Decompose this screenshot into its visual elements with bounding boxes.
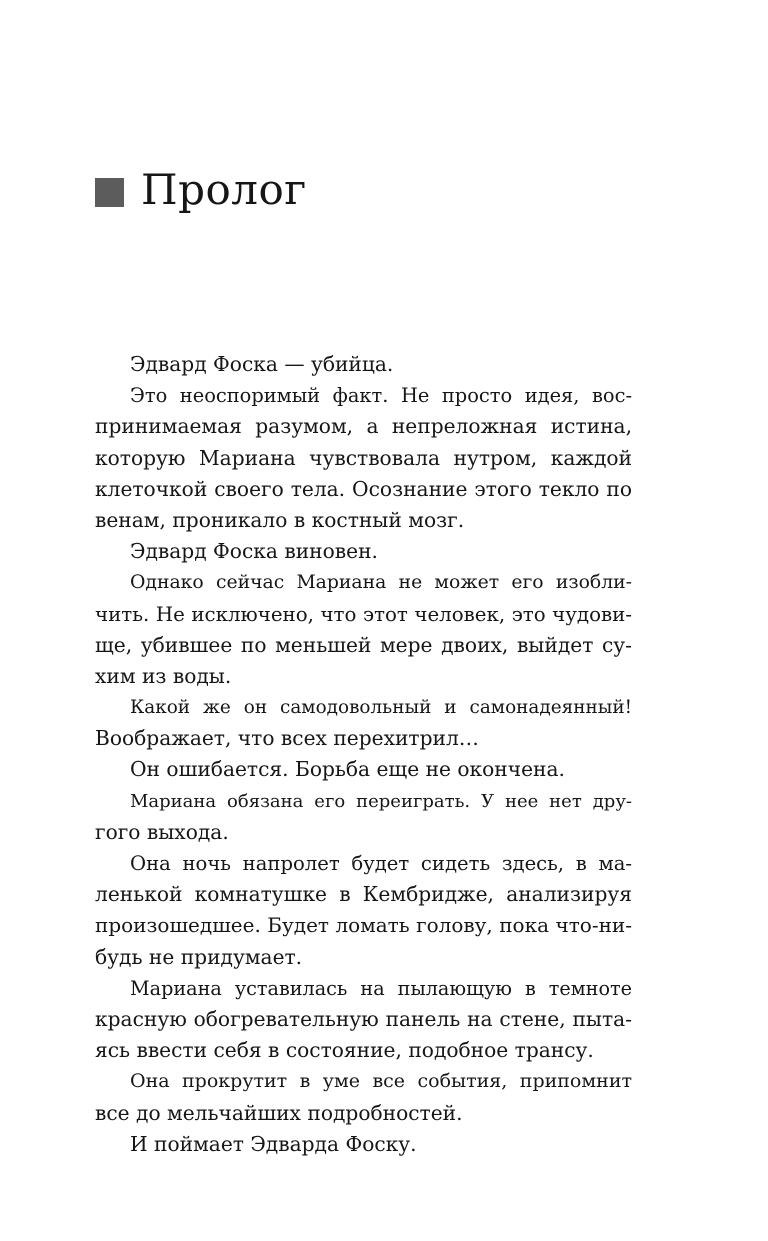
text-line: которую Мариана чувствовала нутром, каждой xyxy=(95,445,632,470)
paragraph xyxy=(95,754,632,785)
text-line: чить. Не исключено, что этот человек, это чудови- xyxy=(95,602,632,626)
heading-square-icon xyxy=(95,178,124,207)
text-line: Воображает, что всех перехитрил… xyxy=(95,726,479,751)
paragraph xyxy=(95,536,632,567)
text-line: Эдвард Фоска — убийца. xyxy=(130,352,394,376)
text-line: Какой же он самодовольный и самонадеянный! xyxy=(130,697,632,719)
paragraph xyxy=(95,1129,632,1160)
text-line: Мариана уставилась на пылающую в темноте xyxy=(130,976,632,1000)
paragraph xyxy=(95,1066,632,1128)
paragraph xyxy=(95,692,632,754)
text-line: Она ночь напролет будет сидеть здесь, в ма- xyxy=(130,852,632,875)
paragraph xyxy=(95,380,632,536)
paragraph xyxy=(95,567,632,692)
text-line: ясь ввести себя в состояние, подобное трансу. xyxy=(95,1038,594,1063)
paragraph xyxy=(95,349,632,380)
text-line: красную обогревательную панель на стене, пыта- xyxy=(95,1006,632,1031)
text-line: Эдвард Фоска виновен. xyxy=(130,539,378,564)
text-line: хим из воды. xyxy=(95,663,232,688)
text-line: будь не придумает. xyxy=(95,944,303,969)
text-line: клеточкой своего тела. Осознание этого текло по xyxy=(95,476,632,501)
chapter-title: Пролог xyxy=(141,165,307,214)
text-line: все до мельчайших подробностей. xyxy=(95,1100,463,1125)
text-line: венам, проникало в костный мозг. xyxy=(95,507,465,532)
paragraph xyxy=(95,786,632,848)
text-line: Однако сейчас Мариана не может его изобли- xyxy=(130,572,632,594)
text-line: Она прокрутит в уме все события, припомнит xyxy=(130,1070,632,1093)
text-line: Он ошибается. Борьба еще не окончена. xyxy=(130,757,565,782)
paragraph xyxy=(95,973,632,1067)
body-text xyxy=(95,349,632,1160)
text-line: гого выхода. xyxy=(95,819,229,844)
paragraph xyxy=(95,848,632,973)
text-line: произошедшее. Будет ломать голову, пока что-ни- xyxy=(95,913,632,938)
chapter-heading xyxy=(95,162,307,218)
text-line: И поймает Эдварда Фоску. xyxy=(130,1131,417,1156)
text-line: принимаемая разумом, а непреложная истина, xyxy=(95,414,632,439)
text-line: Это неоспоримый факт. Не просто идея, вос- xyxy=(130,384,632,408)
text-line: ленькой комнатушке в Кембридже, анализируя xyxy=(95,882,632,907)
text-line: ще, убившее по меньшей мере двоих, выйдет су- xyxy=(95,632,632,657)
text-line: Мариана обязана его переиграть. У нее нет дру- xyxy=(130,790,632,812)
